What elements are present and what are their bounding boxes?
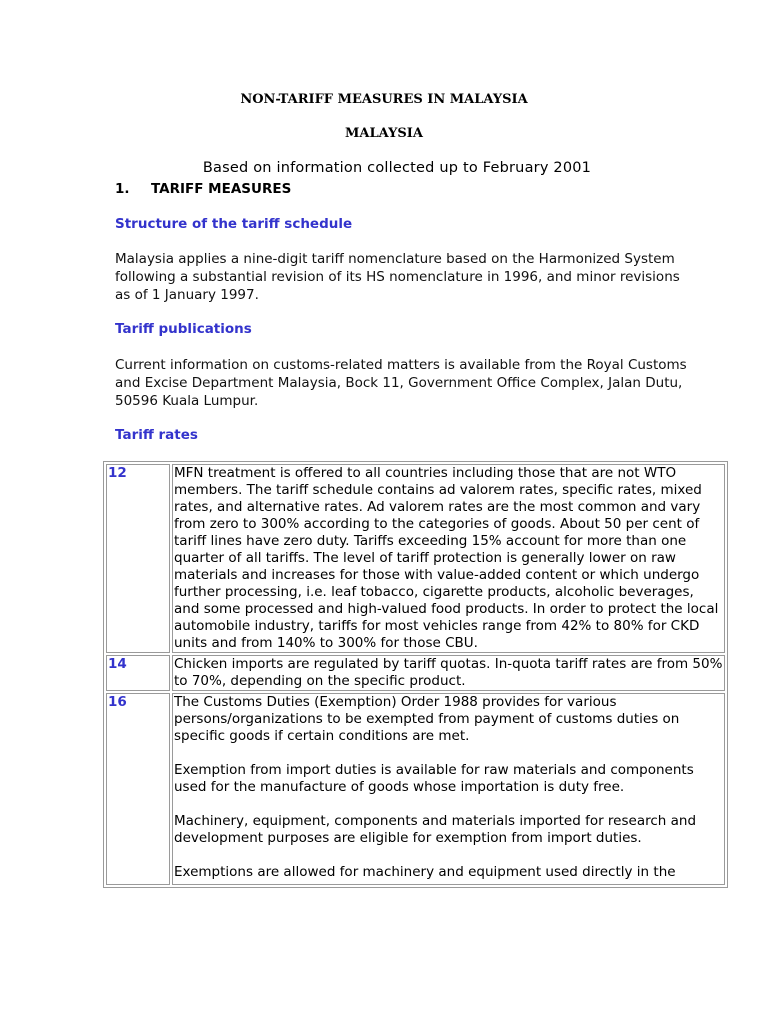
heading-tariff-publications: Tariff publications — [115, 321, 252, 337]
tariff-rates-table — [103, 461, 728, 888]
table-row — [106, 693, 725, 885]
section-number: 1. — [115, 181, 130, 197]
section-heading-tariff-measures — [115, 181, 291, 197]
document-subtitle: MALAYSIA — [345, 126, 423, 141]
row-paragraph: Machinery, equipment, components and materials imported for research and development purposes are eligible for exemption from import duties. — [174, 813, 697, 846]
paragraph-number: 16 — [106, 693, 170, 885]
paragraph-publications: Current information on customs-related matters is available from the Royal Customs and Excise Department Malaysia, Bock 11, Government Office Complex, Jalan Dutu, 50596 Kuala Lumpur. — [115, 357, 687, 409]
table-row — [106, 655, 725, 691]
information-date-note: Based on information collected up to February 2001 — [202, 160, 592, 176]
row-paragraph: Exemptions are allowed for machinery and equipment used directly in the — [174, 864, 676, 880]
heading-tariff-rates: Tariff rates — [115, 427, 198, 443]
section-title: TARIFF MEASURES — [151, 181, 292, 197]
row-text — [172, 655, 725, 691]
table-row — [106, 464, 725, 653]
row-paragraph: Exemption from import duties is available for raw materials and components used for the manufacture of goods whose importation is duty free. — [174, 762, 694, 795]
document-title: NON-TARIFF MEASURES IN MALAYSIA — [240, 92, 528, 107]
paragraph-number: 14 — [106, 655, 170, 691]
paragraph-number: 12 — [106, 464, 170, 653]
row-paragraph: Chicken imports are regulated by tariff quotas. In-quota tariff rates are from 50% to 70%, depending on the specific product. — [174, 656, 723, 689]
row-text — [172, 693, 725, 885]
row-text-clip — [174, 694, 723, 884]
row-paragraph: The Customs Duties (Exemption) Order 1988 provides for various persons/organizations to be exempted from payment of customs duties on specific goods if certain conditions are met. — [174, 694, 680, 744]
row-paragraph: MFN treatment is offered to all countries including those that are not WTO members. The tariff schedule contains ad valorem rates, specific rates, mixed rates, and alternative rates. Ad valorem rates are the most common and vary from zero to 300% according to the categories of goods. About 50 per cent of tariff lines have zero duty. Tariffs exceeding 15% account for more than one quarter of all tariffs. The level of tariff protection is generally lower on raw materials and increases for those with value-added content or which undergo further processing, i.e. leaf tobacco, cigarette products, alcoholic beverages, and some processed and high-valued food products. In order to protect the local automobile industry, tariffs for most vehicles range from 42% to 80% for CKD units and from 140% to 300% for those CBU. — [174, 465, 719, 651]
heading-structure-of-tariff-schedule: Structure of the tariff schedule — [115, 216, 353, 232]
row-text — [172, 464, 725, 653]
paragraph-structure: Malaysia applies a nine-digit tariff nomenclature based on the Harmonized System following a substantial revision of its HS nomenclature in 1996, and minor revisions as of 1 January 1997. — [115, 251, 680, 303]
